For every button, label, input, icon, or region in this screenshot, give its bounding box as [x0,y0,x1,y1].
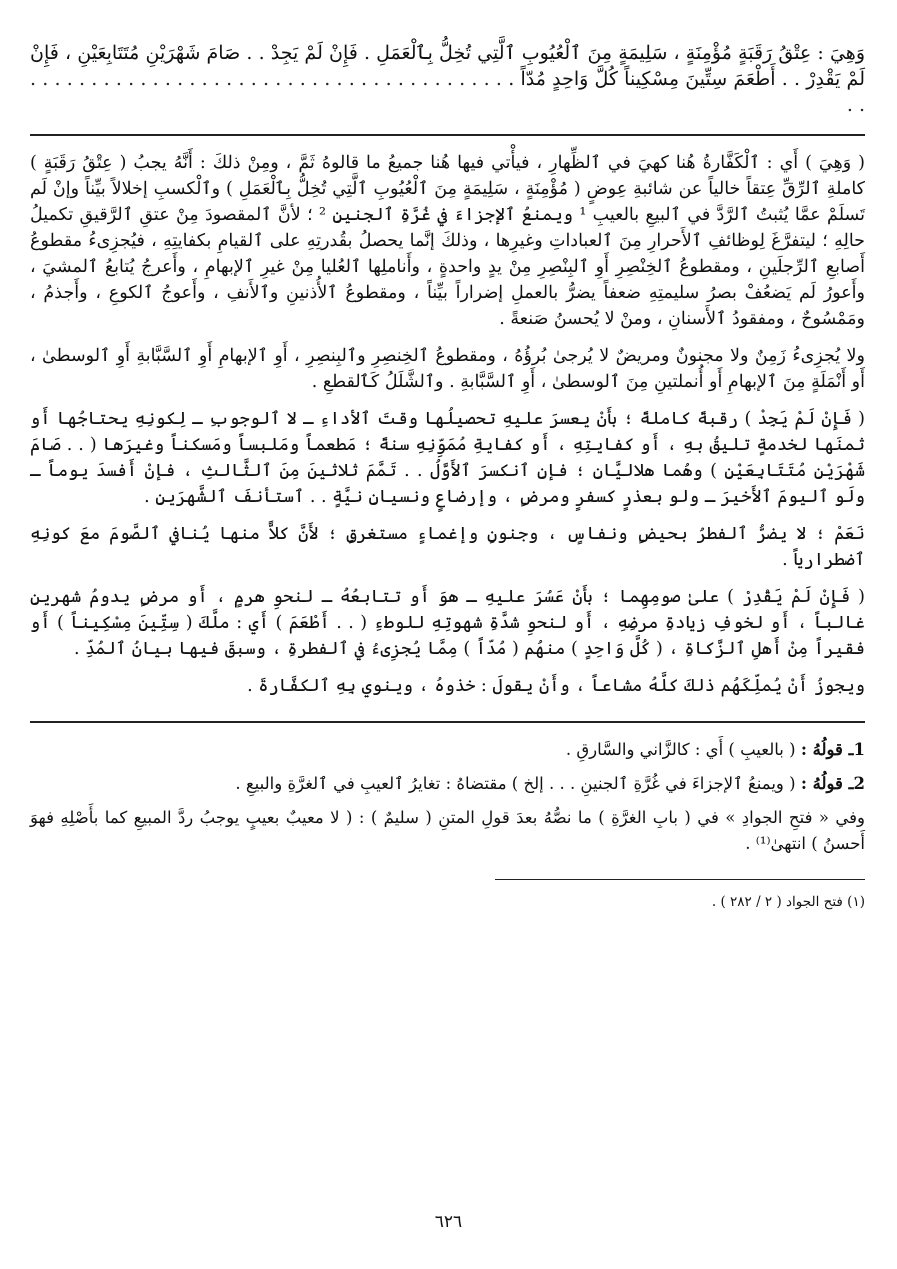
commentary-paragraph: ( فَإِنْ لَمْ يَقْدِرْ ) علىٰ صومِهِما ؛ بأَنْ عَسُرَ عليهِ ـ هوَ أَو تتابعُهُ ـ لنحوِ هرمٍ ، أَو مرضٍ يدومُ شهرينِ غالباً ، أَو لخوفِ زيادةِ مرضِهِ ، أَو لنحوِ شدَّةِ شهوتِهِ للوطءِ ( . . أَطْعَمَ ) أَي : ملَّكَ ( سِتِّينَ مِسْكِيناً ) أَو فقيراً مِنْ أَهلِ ٱلزَّكاةِ ، ( كُلَّ وَاحِدٍ ) منهُم ( مُدّاً ) مِمَّا يُجزِىءُ في ٱلفطرةِ ، وسبقَ فيها بيانُ ٱلمُدِّ . [30,587,865,659]
footnote-label: 2ـ قولُهُ : [800,774,865,793]
footnote-text: ( بالعيبِ ) أَي : كالزَّاني والسَّارقِ . [565,740,796,759]
footnote-text: وفي « فتحِ الجوادِ » في ( بابِ الغرَّةِ ) ما نصُّهُ بعدَ قولِ المتنِ ( سليمٌ ) : ( لا معيبٌ بعيبٍ يوجبُ ردَّ المبيعِ كما بأَصْلِهِ فهوَ أَحسنُ ) انتهىٰ⁽¹⁾ . [30,808,865,853]
commentary-paragraph: ويجوزُ أَنْ يُملِّكَهُم ذلكَ كلَّهُ مشاعاً ، وأَنْ يقولَ : خذوهُ ، وينوي بِهِ ٱلكفَّارةَ . [247,676,865,696]
commentary [30,150,865,699]
footnote-text: ( ويمنعُ ٱلإجزاءَ في غُرَّةِ ٱلجنينِ . . . إلخ ) مقتضاهُ : تغايرُ ٱلعيبِ في ٱلغرَّةِ والبيعِ . [235,774,796,793]
page-number: ٦٢٦ [434,1212,463,1232]
document-page [30,40,865,912]
footnote-2-continuation [30,805,865,857]
footnote-1 [30,737,865,763]
footnote-label: 1ـ قولُهُ : [800,740,865,759]
footnotes [30,737,865,857]
commentary-paragraph: ولا يُجزِىءُ زَمِنٌ ولا مجنونٌ ومريضٌ لا يُرجىٰ بُرؤُهُ ، ومقطوعُ ٱلخِنصِرِ وٱلبِنصِرِ ، أَوِ ٱلإبهامِ أَوِ ٱلسَّبَّابةِ أَوِ ٱلوسطىٰ ، أَو أَنْمَلَةٍ مِنَ ٱلإبهامِ أَو أُنملتينِ مِنَ ٱلوسطىٰ ، أَوِ ٱلسَّبَّابةِ . وٱلشَّلَلُ كَٱلقطعِ . [30,346,865,392]
matn-dots: . . . . . . . . . . . . . . . . . . . . . . . . . . . . . . . . . . . . . . . . . [30,68,865,116]
matn-separator [30,134,865,136]
matn-text [30,40,865,118]
reference-separator [495,879,865,880]
reference-note: (١) فتح الجواد ( ٢ / ٢٨٢ ) . [711,894,865,910]
commentary-paragraph: ( فَإِنْ لَمْ يَجِدْ ) رقبةً كاملةً ؛ بأَنْ يعسرَ عليهِ تحصيلُها وقتَ ٱلأداءِ ـ لا ٱلوجوبِ ـ لِكونِهِ يحتاجُها أَو ثمنَها لخدمةٍ تليقُ بهِ ، أَو كفايتِهِ ، أَو كفايةِ مُمَوِّنِهِ سنةً ؛ مَطعماً ومَلبساً ومَسكناً وغيرَها ( . . صَامَ شَهْرَيْنِ مُتَتَابِعَيْنِ ) وهُما هلاليَّانِ ؛ فإنِ ٱنكسرَ ٱلأَوَّلُ . . تَمَّمَ ثلاثينَ مِنَ ٱلثَّالثِ ، فإنْ أَفسدَ يوماً ـ ولَو ٱليومَ ٱلأَخيرَ ـ ولو بعذرٍ كسفرٍ ومرضٍ ، وإرضاعٍ ونسيانِ نيَّةٍ . . ٱستأنفَ ٱلشَّهرَينِ . [30,409,865,507]
matn-body: وَهِيَ : عِتْقُ رَقَبَةٍ مُؤْمِنَةٍ ، سَلِيمَةٍ مِنَ ٱلْعُيُوبِ ٱلَّتِي تُخِلُّ بِٱلْعَمَلِ . فَإِنْ لَمْ يَجِدْ . . صَامَ شَهْرَيْنِ مُتَتَابِعَيْنِ ، فَإِنْ لَمْ يَقْدِرْ . . أَطْعَمَ سِتِّينَ مِسْكِيناً كُلَّ وَاحِدٍ مُدّاً . [30,42,865,90]
footnote-2 [30,771,865,797]
commentary-paragraph: ( وَهِيَ ) أَي : ٱلْكَفَّارةُ هُنا كهيَ في ٱلظِّهارِ ، فيأْتي فيها هُنا جميعُ ما قالوهُ ثَمَّ ، ومِنْ ذلكَ : أَنَّهُ يجبُ ( عِتْقُ رَقَبَةٍ ) كاملةِ ٱلرِّقِّ عِتقاً خالياً عن شائبةِ عِوضٍ ( مُؤْمِنَةٍ ، سَلِيمَةٍ مِنَ ٱلْعُيُوبِ ٱلَّتِي تُخِلُّ بِٱلْعَمَلِ ) وٱلْكسبِ إخلالاً بيِّناً وإنْ لَم تَسلَمْ عمَّا يُثبتُ ٱلرَّدَّ في ٱلبيعِ بالعيبِ ¹ ويمنعُ ٱلإجزاءَ في غُرَّةِ ٱلجنينِ ² ؛ لأنَّ ٱلمقصودَ مِنْ عتقِ ٱلرَّقيقِ تكميلُ حالِهِ ؛ ليتفرَّغَ لِوظائفِ ٱلأَحرارِ مِنَ ٱلعباداتِ وغيرِها ، وذلكَ إنَّما يحصلُ بقُدرتِهِ على ٱلقيامِ بكفايتِهِ ، فيُجزِىءُ مقطوعُ أَصابعِ ٱلرِّجلَينِ ، ومقطوعُ ٱلخِنْصِرِ أَوِ ٱلبِنْصِرِ مِنْ يدٍ واحدةٍ ، وأَناملِها ٱلعُليا مِنْ غيرِ ٱلإبهامِ ، وأَعرجُ يُتابعُ ٱلمشيَ ، وأَعورُ لَم يَضعُفْ بصرُ سليمتِهِ ضعفاً يضرُّ بالعملِ إضراراً بيِّناً ، ومقطوعُ ٱلأُذنينِ وٱلأَنفِ ، وأَعوجُ ٱلكوعِ ، وأَجذمُ ، ومَمْسُوحٌ ، ومفقودُ ٱلأَسنانِ ، ومنْ لا يُحسنُ صَنعةً . [30,153,865,329]
footnote-separator [30,721,865,723]
commentary-paragraph: نَعَمْ ؛ لا يضرُّ ٱلفطرُ بحيضٍ ونفاسٍ ، وجنونٍ وإغماءٍ مستغرقٍ ؛ لأَنَّ كلاًّ منها يُنافي ٱلصَّومَ معَ كونِهِ ٱضطرارياً . [30,524,865,570]
